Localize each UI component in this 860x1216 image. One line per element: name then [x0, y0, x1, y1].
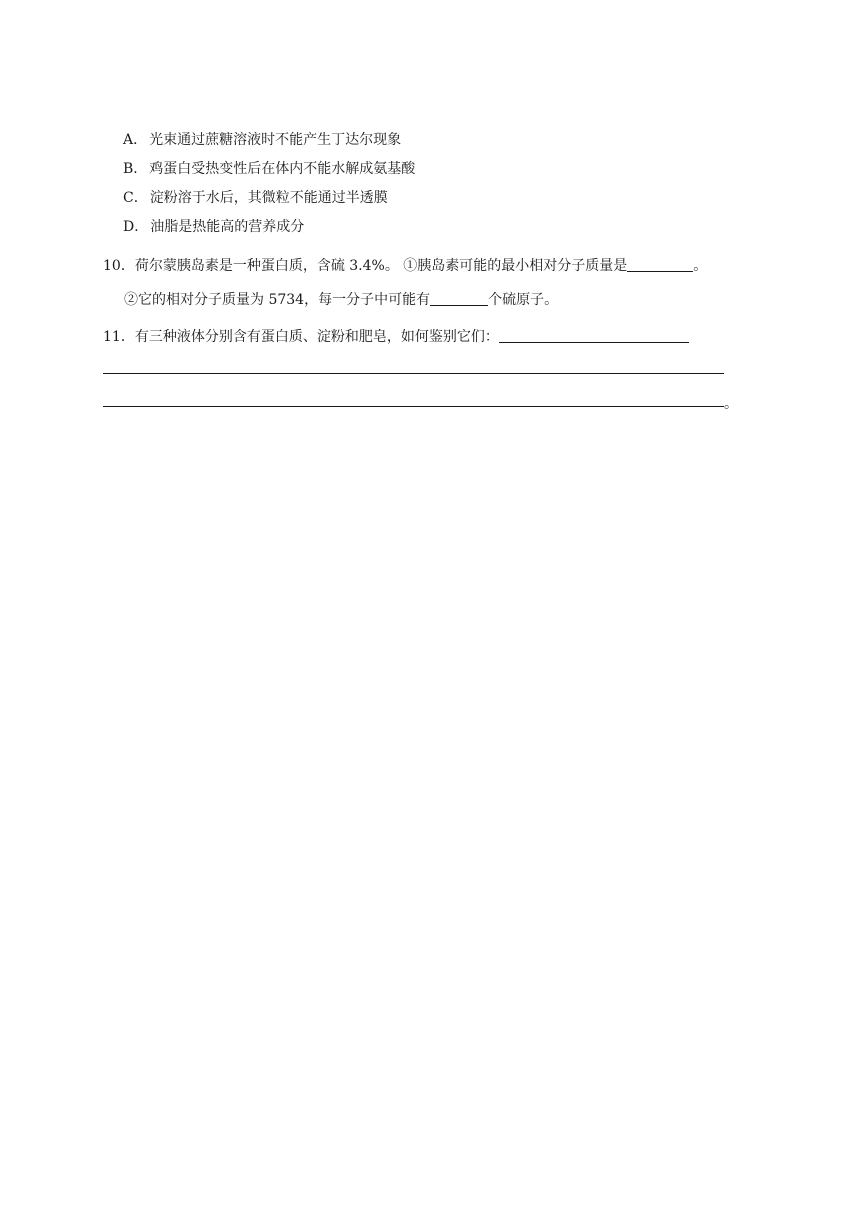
question-11-number: 11． [103, 329, 135, 345]
option-b-label: B． [123, 161, 148, 177]
question-10-number: 10． [103, 258, 135, 274]
option-a-text: 光束通过蔗糖溶液时不能产生丁达尔现象 [149, 132, 402, 148]
question-10-text-2: ②它的相对分子质量为 5734，每一分子中可能有 [124, 292, 431, 308]
answer-blank-11-1[interactable] [499, 328, 689, 343]
option-c-text: 淀粉溶于水后，其微粒不能通过半透膜 [149, 190, 388, 206]
option-a [123, 130, 401, 150]
question-10-line-2 [124, 289, 558, 310]
option-d-label: D． [123, 219, 149, 235]
option-b [123, 159, 415, 179]
option-a-label: A． [123, 132, 148, 148]
option-b-text: 鸡蛋白受热变性后在体内不能水解成氨基酸 [149, 161, 416, 177]
answer-blank-10-2[interactable] [430, 291, 488, 306]
question-10-text-2b: 个硫原子。 [488, 292, 559, 308]
answer-line-11-2[interactable] [103, 373, 724, 374]
answer-blank-10-1[interactable] [627, 257, 693, 272]
option-d-text: 油脂是热能高的营养成分 [150, 219, 305, 235]
option-d [123, 217, 304, 237]
option-c-label: C． [123, 190, 148, 206]
question-10-text-1: 荷尔蒙胰岛素是一种蛋白质，含硫 3.4%。 ①胰岛素可能的最小相对分子质量是 [134, 258, 628, 274]
question-10-line-1 [103, 255, 707, 276]
question-11-line-1 [103, 326, 689, 347]
answer-line-11-3[interactable] [103, 406, 724, 407]
option-c [123, 188, 388, 208]
question-11-end: 。 [724, 396, 738, 412]
question-11-text: 有三种液体分别含有蛋白质、淀粉和肥皂，如何鉴别它们： [134, 329, 499, 345]
question-10-end-1: 。 [693, 258, 708, 274]
